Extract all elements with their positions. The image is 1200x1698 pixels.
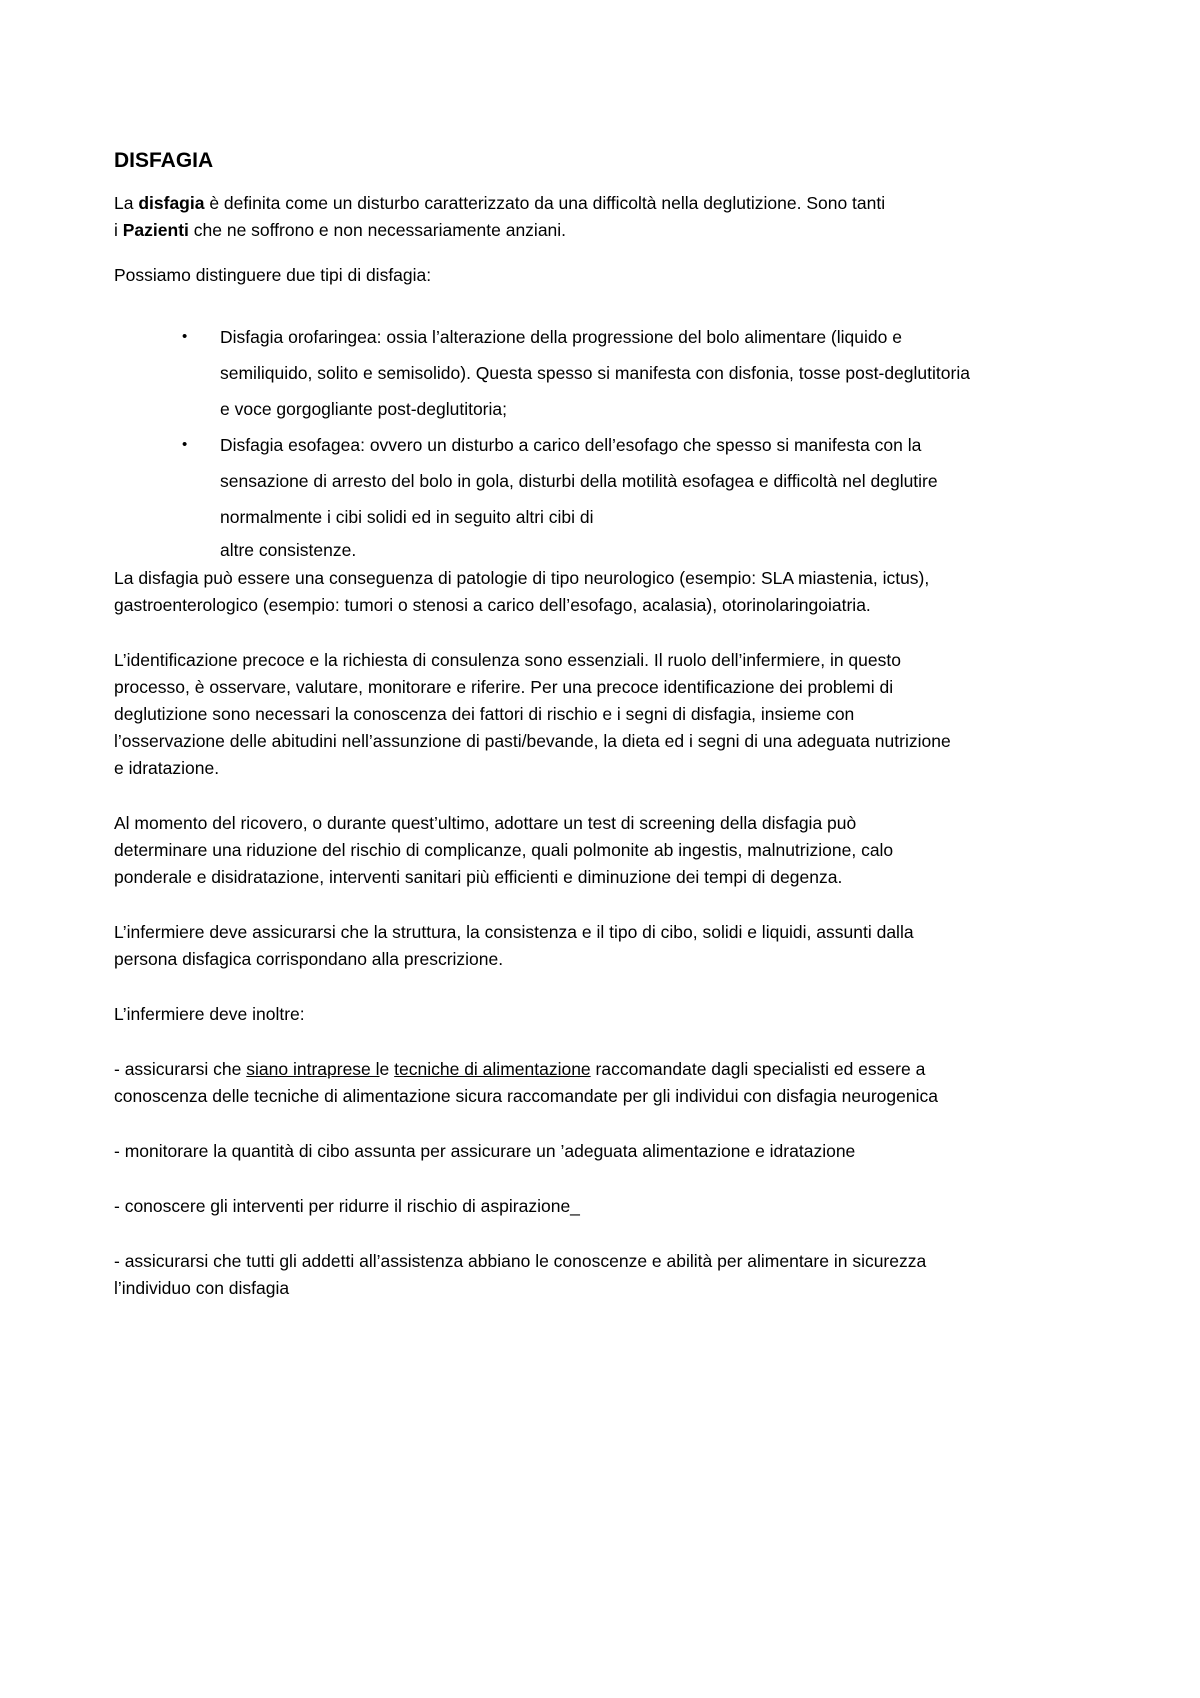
list-item-line: sensazione di arresto del bolo in gola, disturbi della motilità esofagea e difficoltà nel deglutire [220, 471, 938, 491]
list-item-line: normalmente i cibi solidi ed in seguito altri cibi di [220, 507, 594, 527]
intro-paragraph [114, 190, 1094, 244]
paragraph-line: L’identificazione precoce e la richiesta di consulenza sono essenziali. Il ruolo dell’infermiere, in questo [114, 650, 901, 670]
duty-underlined-text: siano intraprese l [246, 1059, 380, 1079]
bullet-icon: • [182, 436, 188, 453]
paragraph-line: La disfagia può essere una conseguenza di patologie di tipo neurologico (esempio: SLA miastenia, ictus), [114, 568, 930, 588]
dysphagia-types-list [114, 319, 1094, 535]
duty-text: - assicurarsi che tutti gli addetti all’assistenza abbiano le conoscenze e abilità per alimentare in sicurezza [114, 1251, 927, 1271]
paragraph-line: ponderale e disidratazione, interventi sanitari più efficienti e diminuzione dei tempi di degenza. [114, 867, 843, 887]
duty-text: raccomandate dagli specialisti ed essere a [590, 1059, 926, 1079]
list-item-line: e voce gorgogliante post-deglutitoria; [220, 399, 507, 419]
paragraph-line: persona disfagica corrispondano alla prescrizione. [114, 949, 504, 969]
duty-item: - conoscere gli interventi per ridurre il rischio di aspirazione_ [114, 1196, 580, 1216]
list-item-line: Disfagia esofagea: ovvero un disturbo a carico dell’esofago che spesso si manifesta con la [220, 435, 922, 455]
paragraph-line: e idratazione. [114, 758, 220, 778]
list-item [114, 427, 1094, 535]
duty-item: - monitorare la quantità di cibo assunta per assicurare un ’adeguata alimentazione e idratazione [114, 1141, 856, 1161]
identification-paragraph [114, 647, 1094, 782]
list-item-tail: altre consistenze. [220, 540, 357, 560]
types-intro: Possiamo distinguere due tipi di disfagia: [114, 265, 432, 285]
document-title: DISFAGIA [114, 149, 214, 172]
causes-paragraph [114, 565, 1094, 619]
intro-text: La [114, 193, 139, 213]
list-item-line: Disfagia orofaringea: ossia l’alterazione della progressione del bolo alimentare (liquido e [220, 327, 902, 347]
duty-text: conoscenza delle tecniche di alimentazione sicura raccomandate per gli individui con disfagia neurogenica [114, 1086, 938, 1106]
intro-bold-pazienti: Pazienti [122, 220, 189, 240]
screening-paragraph [114, 810, 1094, 891]
intro-bold-disfagia: disfagia [138, 193, 205, 213]
paragraph-line: Al momento del ricovero, o durante quest’ultimo, adottare un test di screening della disfagia può [114, 813, 857, 833]
nurse-also-paragraph: L’infermiere deve inoltre: [114, 1004, 305, 1024]
intro-text: che ne soffrono e non necessariamente anziani. [188, 220, 567, 240]
paragraph-line: gastroenterologico (esempio: tumori o stenosi a carico dell’esofago, acalasia), otorinolaringoiatria. [114, 595, 871, 615]
bullet-icon: • [182, 328, 188, 345]
list-item-line: semiliquido, solito e semisolido). Questa spesso si manifesta con disfonia, tosse post-deglutitoria [220, 363, 970, 383]
intro-text: è definita come un disturbo caratterizzato da una difficoltà nella deglutizione. Sono tanti [204, 193, 886, 213]
duty-item [114, 1248, 1094, 1302]
list-item [114, 319, 1094, 427]
document-page [114, 146, 1094, 1302]
duty-text: - assicurarsi che [114, 1059, 247, 1079]
intro-text: i [114, 220, 123, 240]
paragraph-line: L’infermiere deve assicurarsi che la struttura, la consistenza e il tipo di cibo, solidi e liquidi, assunti dalla [114, 922, 914, 942]
paragraph-line: l’osservazione delle abitudini nell’assunzione di pasti/bevande, la dieta ed i segni di una adeguata nutrizione [114, 731, 951, 751]
duty-text: l’individuo con disfagia [114, 1278, 290, 1298]
paragraph-line: determinare una riduzione del rischio di complicanze, quali polmonite ab ingestis, malnutrizione, calo [114, 840, 894, 860]
paragraph-line: processo, è osservare, valutare, monitorare e riferire. Per una precoce identificazione dei problemi di [114, 677, 894, 697]
duty-text: e [379, 1059, 395, 1079]
nurse-paragraph [114, 919, 1094, 973]
duty-underlined-text: tecniche di alimentazione [394, 1059, 591, 1079]
paragraph-line: deglutizione sono necessari la conoscenza dei fattori di rischio e i segni di disfagia, insieme con [114, 704, 855, 724]
duty-item [114, 1056, 1094, 1110]
